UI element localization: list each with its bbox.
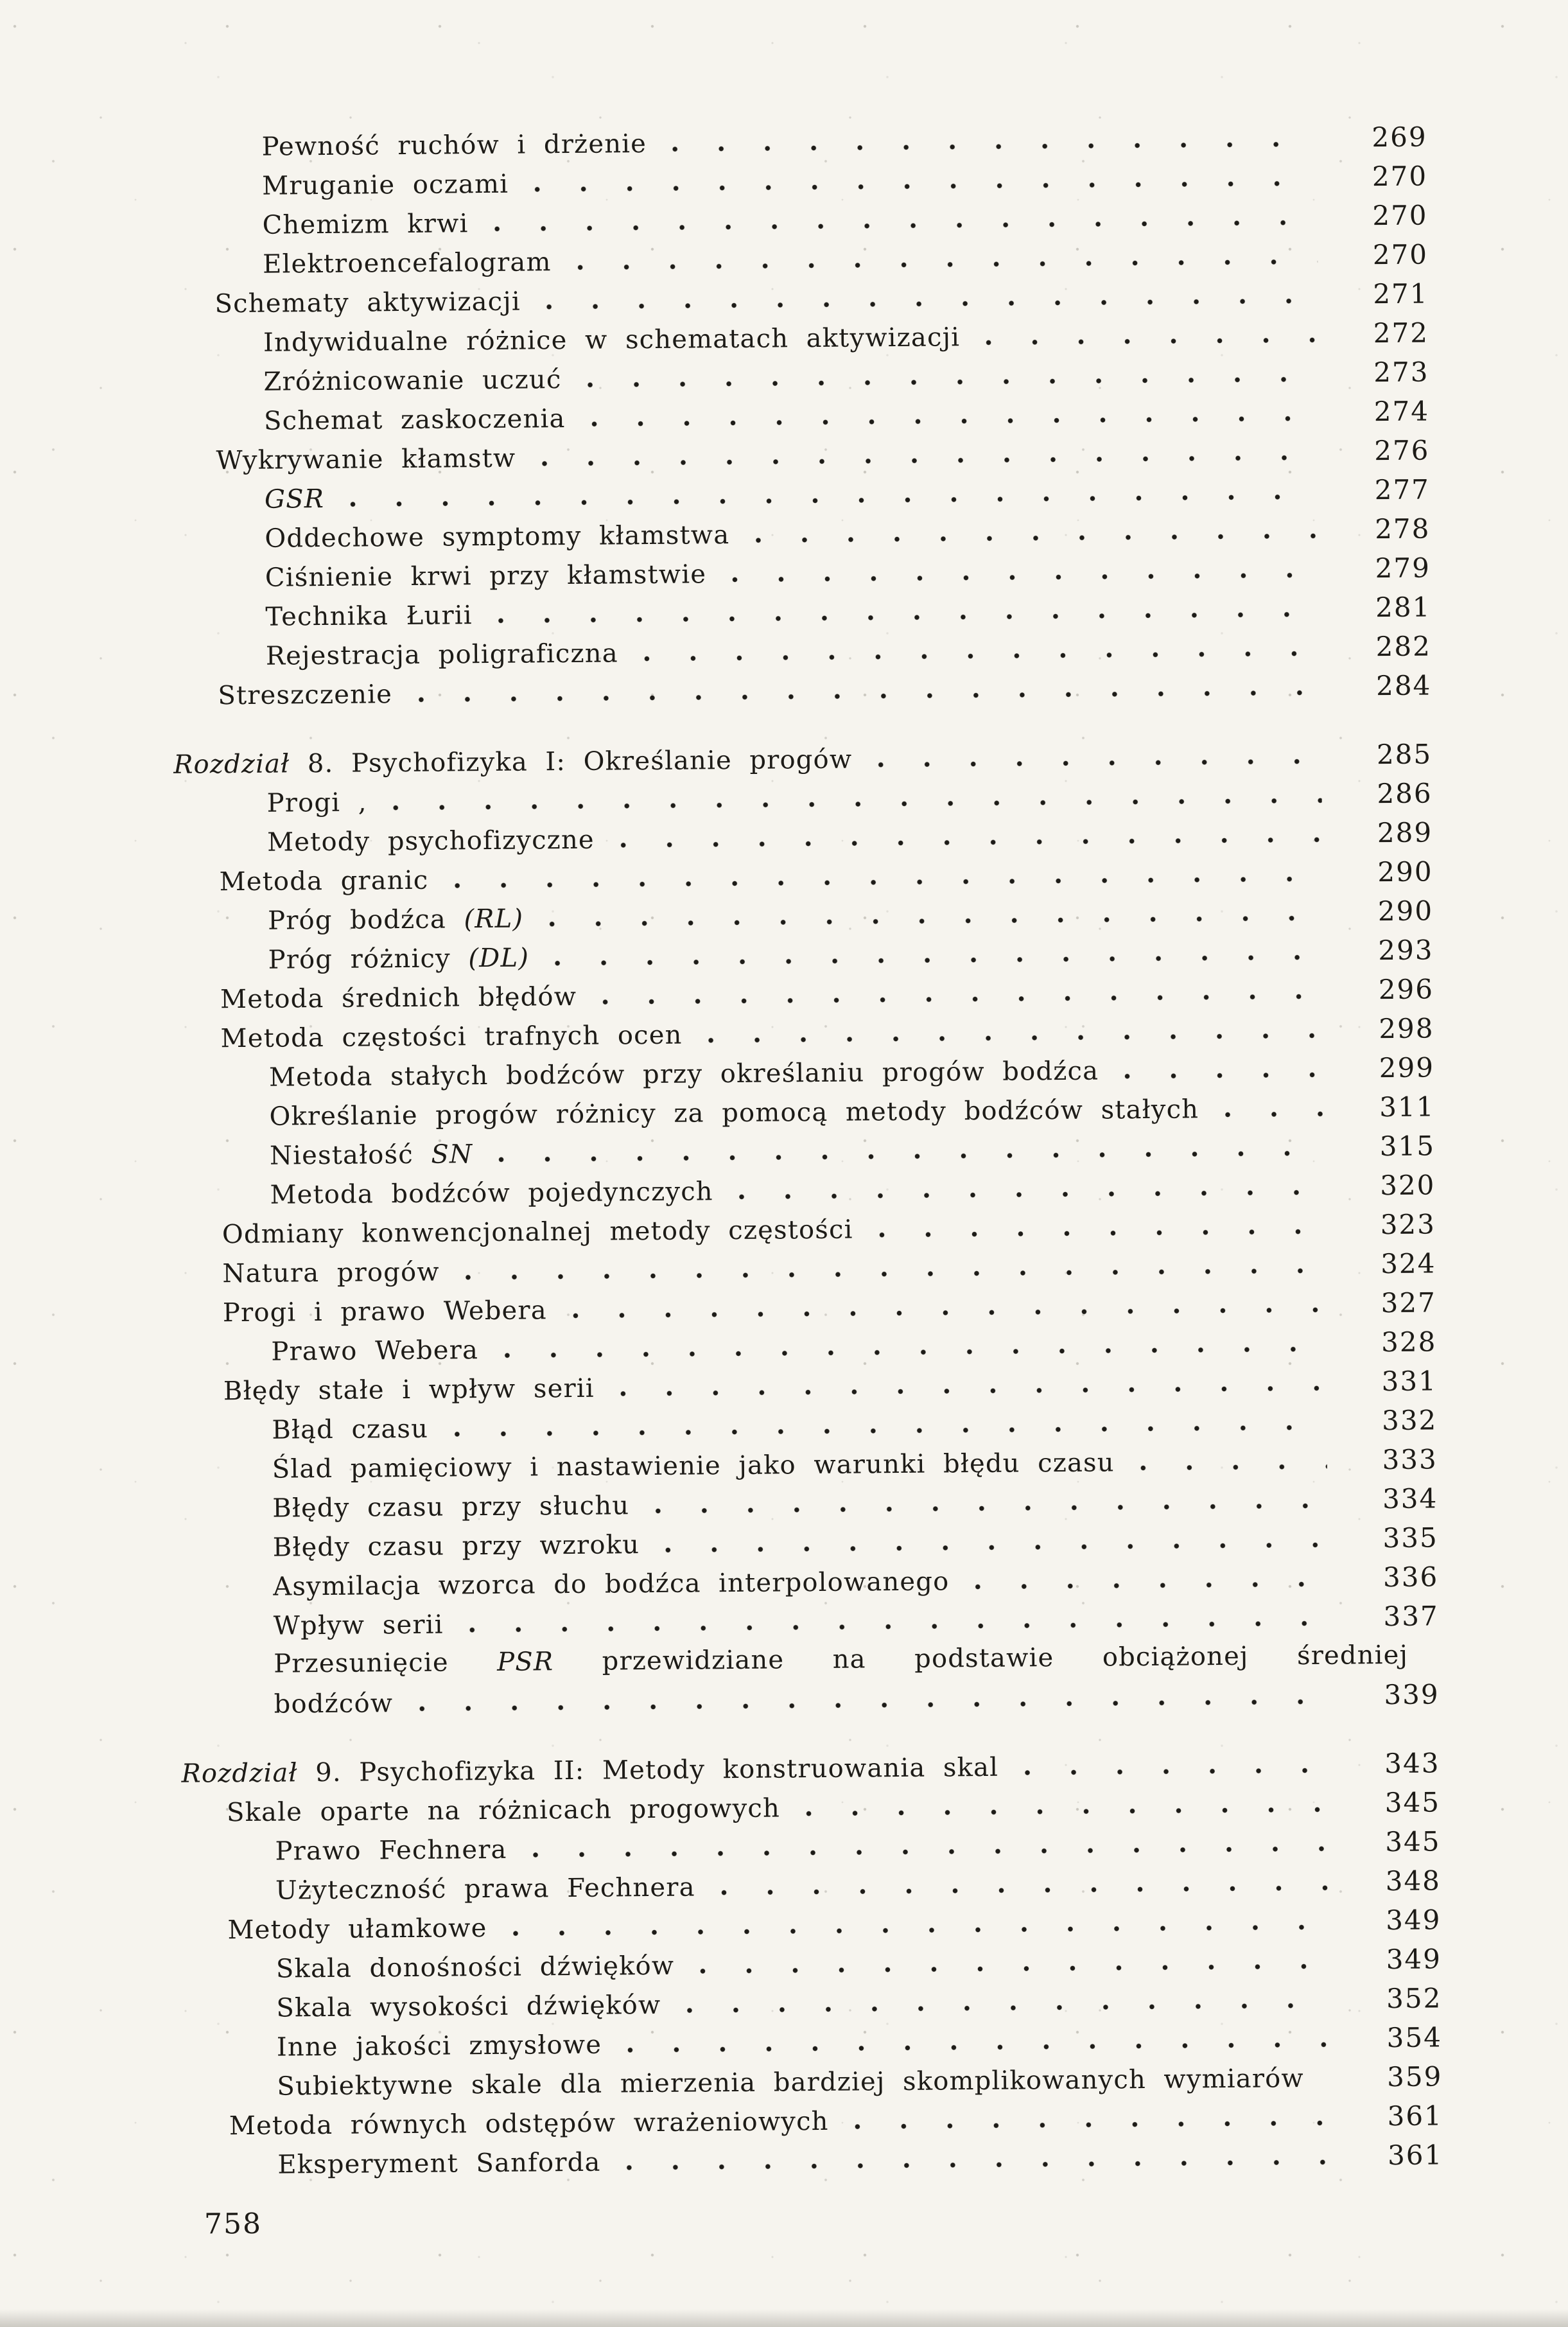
dot-leader <box>602 994 1323 1005</box>
toc-page-number: 354 <box>1386 2021 1443 2054</box>
toc-entry-text: Przesunięcie <box>274 1647 498 1679</box>
toc-entry-title <box>229 2102 829 2146</box>
dot-leader <box>627 2042 1332 2053</box>
dot-leader <box>419 1699 1329 1712</box>
dot-leader <box>466 1268 1326 1281</box>
toc-page-number: 334 <box>1382 1482 1438 1515</box>
toc-entry-title <box>261 125 647 167</box>
toc-entry-italic-text: Rozdział <box>181 1758 298 1789</box>
dot-leader <box>755 533 1320 543</box>
dot-leader <box>686 2003 1331 2014</box>
toc-page-number: 273 <box>1373 356 1429 389</box>
dot-leader <box>350 494 1320 507</box>
toc-entry-title <box>227 1789 780 1832</box>
toc-entry-title <box>220 1016 682 1059</box>
toc-page-number: 339 <box>1384 1678 1440 1711</box>
dot-leader <box>1124 1072 1324 1079</box>
toc-entry-title <box>275 1868 695 1911</box>
table-of-contents <box>0 116 1568 2241</box>
toc-page-number: 277 <box>1374 473 1431 506</box>
toc-entry-text: Elektroencefalogram <box>262 247 552 279</box>
toc-page-number: 333 <box>1382 1443 1438 1476</box>
dot-leader <box>879 1229 1325 1238</box>
toc-page-number: 343 <box>1384 1747 1440 1780</box>
toc-page-number: 290 <box>1377 856 1433 888</box>
toc-entry-text: Technika Łurii <box>265 601 473 632</box>
toc-page-number: 361 <box>1387 2139 1443 2172</box>
toc-entry-title <box>181 1748 998 1794</box>
dot-leader <box>708 1033 1324 1044</box>
toc-page-number: 349 <box>1386 1943 1442 1976</box>
toc-entry-title <box>216 439 516 481</box>
dot-leader <box>732 572 1320 583</box>
toc-entry-title <box>273 1525 640 1567</box>
toc-entry-title <box>218 675 392 716</box>
toc-entry-text: Chemizm krwi <box>262 209 469 240</box>
dot-leader <box>739 1190 1325 1200</box>
toc-entry-title <box>265 516 729 559</box>
toc-page-number: 296 <box>1378 973 1434 1006</box>
toc-page-number: 328 <box>1381 1326 1437 1358</box>
toc-page-number: 276 <box>1374 434 1430 467</box>
toc-page-number: 272 <box>1373 317 1429 349</box>
toc-entry-text: Określanie progów różnicy za pomocą metody bodźców stałych <box>269 1094 1199 1132</box>
scan-bottom-edge-shadow <box>0 2309 1568 2327</box>
toc-page-number: 336 <box>1382 1561 1439 1594</box>
toc-entry-title <box>277 2026 602 2068</box>
toc-entry-title <box>277 2143 601 2185</box>
toc-page-number: 274 <box>1373 395 1430 428</box>
toc-entry-text: Błędy czasu przy wzroku <box>272 1530 640 1563</box>
dot-leader <box>620 837 1322 848</box>
toc-entry-title <box>262 165 509 206</box>
toc-entry-title <box>275 1831 507 1872</box>
toc-entry-text: 9. Psychofizyka II: Metody konstruowania skal <box>297 1752 999 1788</box>
dot-leader <box>672 141 1317 152</box>
toc-entry-text: Metody psychofizyczne <box>266 825 595 857</box>
dot-leader <box>573 1307 1326 1319</box>
toc-entry-text: Oddechowe symptomy kłamstwa <box>265 520 730 554</box>
dot-leader <box>418 690 1321 703</box>
toc-list <box>0 116 1568 2186</box>
toc-entry-title <box>274 1606 444 1646</box>
toc-entry-text: Niestałość <box>269 1139 431 1171</box>
toc-entry-text: Metoda bodźców pojedynczych <box>270 1177 713 1210</box>
dot-leader <box>986 337 1318 346</box>
toc-page-number: 345 <box>1385 1825 1441 1858</box>
dot-leader <box>393 798 1322 811</box>
toc-entry-title <box>267 821 595 863</box>
toc-page-number: 331 <box>1381 1365 1437 1398</box>
toc-entry-text: bodźców <box>274 1689 394 1719</box>
toc-entry-italic-text: (RL) <box>464 904 524 935</box>
toc-page-number: 311 <box>1379 1091 1435 1123</box>
toc-entry-text: Schematy aktywizacji <box>214 286 521 319</box>
dot-leader <box>1224 1111 1324 1118</box>
toc-entry-italic-text: (DL) <box>468 943 530 974</box>
toc-page-number: 270 <box>1372 199 1428 232</box>
toc-entry-title <box>271 1331 478 1372</box>
toc-entry-text: Progi , <box>266 787 367 818</box>
toc-page-number: 332 <box>1381 1404 1438 1437</box>
toc-page-number: 286 <box>1377 777 1433 810</box>
dot-leader <box>494 220 1318 232</box>
toc-entry-title <box>269 1090 1199 1136</box>
toc-page-number: 359 <box>1386 2060 1443 2093</box>
toc-entry-title <box>263 360 561 402</box>
toc-page-number: 352 <box>1386 1982 1442 2015</box>
toc-entry-text: Metoda granic <box>219 865 429 897</box>
toc-entry-text: Progi i prawo Webera <box>222 1295 548 1328</box>
toc-entry-title <box>220 978 577 1019</box>
toc-entry-italic-text: Rozdział <box>173 749 290 780</box>
toc-entry-title <box>268 939 529 980</box>
toc-entry-title <box>266 783 367 823</box>
toc-entry-text: Metoda równych odstępów wrażeniowych <box>229 2106 829 2141</box>
toc-entry-text: Metoda częstości trafnych ocen <box>220 1020 683 1054</box>
dot-leader <box>655 1503 1327 1514</box>
toc-entry-title <box>268 900 524 941</box>
toc-entry-title <box>264 400 566 441</box>
toc-page-number: 284 <box>1375 669 1432 702</box>
dot-leader <box>588 376 1319 388</box>
toc-entry-title <box>227 1909 487 1950</box>
toc-entry-title <box>270 1135 473 1175</box>
toc-entry-text: Asymilacja wzorca do bodźca interpolowanego <box>273 1567 950 1602</box>
toc-entry-title <box>222 1211 853 1255</box>
dot-leader <box>644 651 1321 662</box>
toc-entry-text: Błędy czasu przy słuchu <box>272 1491 630 1524</box>
toc-entry-text: Inne jakości zmysłowe <box>276 2030 602 2062</box>
dot-leader <box>665 1542 1328 1553</box>
toc-entry-title <box>265 480 325 520</box>
toc-entry-title <box>219 861 428 902</box>
toc-page-number: 298 <box>1379 1012 1434 1045</box>
toc-entry-title <box>269 1052 1099 1098</box>
dot-leader <box>454 1425 1327 1437</box>
toc-page-number: 348 <box>1385 1865 1442 1897</box>
toc-entry-text: Metoda średnich błędów <box>220 981 577 1015</box>
dot-leader <box>627 2159 1333 2171</box>
toc-entry-title <box>173 741 853 785</box>
toc-page-number: 349 <box>1386 1904 1442 1936</box>
dot-leader <box>1024 1768 1329 1776</box>
toc-entry-title <box>223 1291 547 1333</box>
toc-entry-text: Mruganie oczami <box>261 169 509 201</box>
dot-leader <box>1140 1464 1327 1471</box>
toc-page-number: 361 <box>1387 2100 1443 2132</box>
toc-entry-text: Błędy stałe i wpływ serii <box>223 1373 595 1407</box>
toc-entry-text: Schemat zaskoczenia <box>263 404 566 436</box>
toc-entry-title <box>272 1410 428 1450</box>
toc-page-number: 289 <box>1377 816 1433 849</box>
toc-entry-title <box>266 634 618 676</box>
toc-page-number: 270 <box>1372 160 1428 193</box>
toc-entry-title <box>223 1369 595 1412</box>
dot-leader <box>975 1581 1328 1590</box>
dot-leader <box>498 611 1321 624</box>
toc-page-number: 271 <box>1373 277 1429 310</box>
toc-page-number: 323 <box>1380 1208 1436 1241</box>
toc-entry-text: Błąd czasu <box>272 1414 429 1445</box>
toc-entry-text: Skale oparte na różnicach progowych <box>226 1793 781 1828</box>
toc-page-number: 335 <box>1382 1522 1438 1554</box>
toc-entry-title <box>222 1253 440 1294</box>
toc-page-number: 293 <box>1378 934 1434 967</box>
toc-entry-text: Zróżnicowanie uczuć <box>263 365 562 397</box>
toc-entry-title <box>274 1684 393 1724</box>
dot-leader <box>469 1620 1328 1633</box>
toc-entry-text: Eksperyment Sanforda <box>277 2147 601 2180</box>
toc-page-number: 290 <box>1377 895 1434 927</box>
toc-entry-text: Próg bodźca <box>267 904 464 936</box>
toc-entry-text: Prawo Fechnera <box>275 1834 507 1866</box>
toc-page-number: 299 <box>1379 1051 1435 1084</box>
toc-entry-italic-text: SN <box>431 1139 473 1170</box>
toc-entry-title <box>265 596 473 637</box>
toc-entry-text: Pewność ruchów i drżenie <box>261 129 647 162</box>
toc-entry-title <box>263 318 961 363</box>
dot-leader <box>620 1385 1327 1397</box>
toc-page-number: 315 <box>1379 1130 1436 1163</box>
dot-leader <box>549 915 1323 927</box>
dot-leader <box>577 259 1318 270</box>
dot-leader <box>546 298 1318 310</box>
toc-entry-text: Streszczenie <box>218 680 393 711</box>
toc-entry-title <box>276 1947 675 1989</box>
toc-entry-text: Skala donośności dźwięków <box>275 1951 675 1984</box>
toc-entry-title <box>276 1986 661 2028</box>
toc-entry-title <box>265 555 707 597</box>
toc-page-number: 327 <box>1381 1286 1437 1319</box>
toc-entry-text: 8. Psychofizyka I: Określanie progów <box>290 744 853 779</box>
dot-leader <box>541 455 1319 467</box>
toc-entry-text: Ślad pamięciowy i nastawienie jako warunki błędu czasu <box>272 1448 1115 1484</box>
toc-page-number: 282 <box>1375 630 1432 663</box>
toc-entry-title <box>270 1172 713 1215</box>
toc-entry-text: Prawo Webera <box>271 1335 479 1367</box>
toc-page-number: 281 <box>1375 591 1431 624</box>
toc-entry-title <box>263 243 552 285</box>
dot-leader <box>513 1924 1331 1936</box>
toc-entry-text: Ciśnienie krwi przy kłamstwie <box>265 559 707 593</box>
toc-page-number: 269 <box>1372 121 1427 154</box>
toc-entry-text: Próg różnicy <box>268 944 469 975</box>
toc-entry-text: Natura progów <box>222 1257 440 1289</box>
dot-leader <box>855 2120 1332 2130</box>
toc-entry-text: Rejestracja poligraficzna <box>265 638 618 671</box>
toc-entry-title <box>272 1443 1115 1489</box>
toc-page-number: 285 <box>1376 738 1433 771</box>
toc-page-number: 337 <box>1383 1600 1439 1633</box>
toc-entry-title <box>262 204 468 245</box>
dot-leader <box>534 180 1317 193</box>
toc-entry-text: Wpływ serii <box>273 1610 444 1641</box>
toc-entry-text: Indywidualne różnice w schematach aktywizacji <box>263 322 961 358</box>
dot-leader <box>454 876 1322 889</box>
toc-entry-text: przewidziane na podstawie obciążonej średniej <box>553 1640 1409 1677</box>
toc-page-number: 270 <box>1372 238 1429 271</box>
dot-leader <box>533 1846 1330 1858</box>
dot-leader <box>591 416 1320 427</box>
toc-page-number: 324 <box>1381 1247 1436 1280</box>
dot-leader <box>504 1346 1326 1358</box>
toc-entry-text: Skala wysokości dźwięków <box>276 1990 661 2023</box>
toc-page-number: 345 <box>1384 1786 1441 1819</box>
toc-entry-title <box>214 283 521 324</box>
dot-leader <box>1330 2081 1332 2087</box>
toc-entry-text: Odmiany konwencjonalnej metody częstości <box>222 1215 853 1250</box>
toc-entry-text: Wykrywanie kłamstw <box>216 443 516 476</box>
toc-entry-title <box>273 1562 950 1606</box>
toc-entry-italic-text: GSR <box>264 484 325 514</box>
toc-page-number: 320 <box>1380 1169 1436 1202</box>
dot-leader <box>555 954 1323 966</box>
toc-page-number: 278 <box>1375 513 1431 545</box>
toc-entry-text: Subiektywne skale dla mierzenia bardziej skomplikowanych wymiarów <box>277 2064 1305 2102</box>
toc-page-number: 279 <box>1375 552 1431 584</box>
dot-leader <box>700 1963 1331 1974</box>
dot-leader <box>721 1885 1330 1895</box>
toc-entry-italic-text: PSR <box>497 1647 554 1677</box>
toc-entry-text: Metoda stałych bodźców przy określaniu progów bodźca <box>268 1056 1099 1093</box>
toc-entry-title <box>277 2059 1304 2107</box>
dot-leader <box>498 1150 1325 1163</box>
dot-leader <box>878 759 1321 768</box>
dot-leader <box>806 1807 1330 1816</box>
toc-entry-text: Użyteczność prawa Fechnera <box>275 1872 695 1906</box>
toc-entry-text: Metody ułamkowe <box>227 1913 487 1945</box>
footer-page-number: 758 <box>204 2207 263 2241</box>
toc-entry-title <box>272 1486 629 1528</box>
